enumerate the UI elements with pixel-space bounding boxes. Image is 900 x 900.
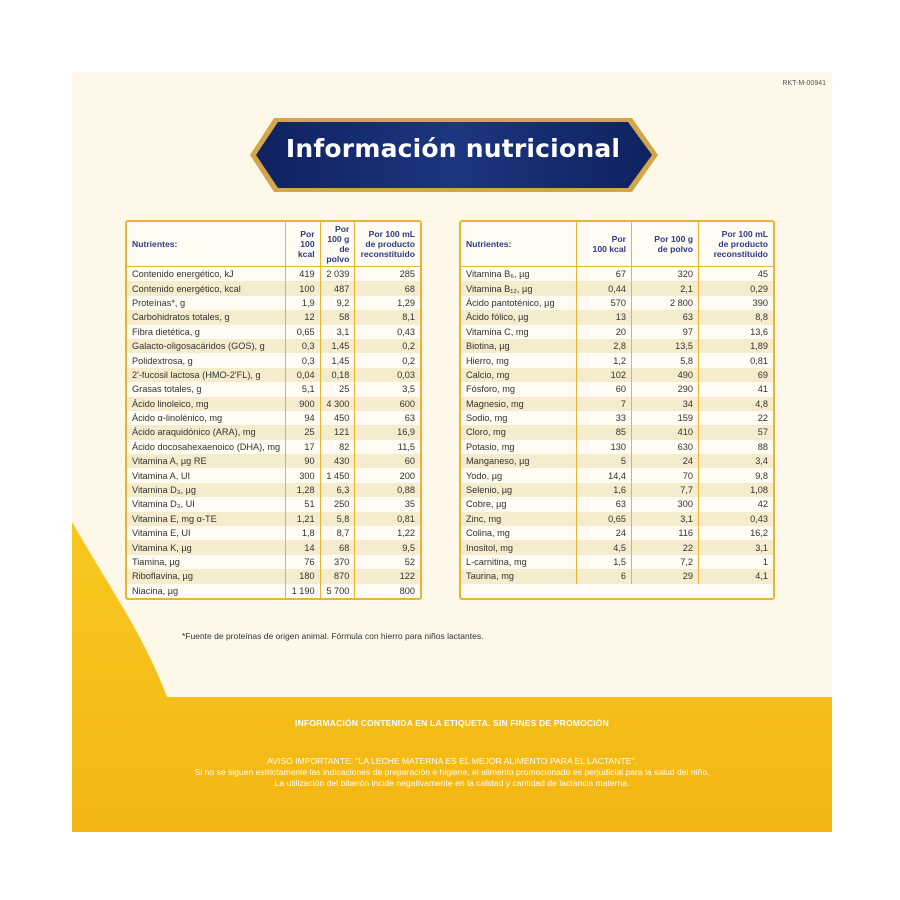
table-row — [461, 425, 773, 439]
value-per-100g: 2 800 — [632, 296, 699, 310]
value-per-100kcal: 63 — [577, 497, 632, 511]
header-nutrients: Nutrientes: — [127, 222, 286, 267]
nutrient-name: Fibra dietética, g — [132, 326, 200, 337]
value-per-100kcal: 13 — [577, 310, 632, 324]
value-per-100ml: 1,08 — [699, 483, 774, 497]
header-per-100ml: Por 100 mL de producto reconstituido — [355, 222, 420, 267]
nutrient-name: Contenido energético, kJ — [132, 269, 234, 280]
table-row — [461, 382, 773, 396]
important-warning — [72, 756, 832, 789]
header-per-100g: Por 100 g de polvo — [320, 222, 355, 267]
value-per-100ml: 9,5 — [355, 540, 420, 554]
value-per-100g: 24 — [632, 454, 699, 468]
table-row — [127, 267, 420, 282]
table-header-row — [461, 222, 773, 267]
value-per-100kcal: 76 — [286, 555, 321, 569]
table-row — [461, 310, 773, 324]
value-per-100g: 490 — [632, 368, 699, 382]
value-per-100ml: 8,1 — [355, 310, 420, 324]
nutrient-name: Polidextrosa, g — [132, 355, 193, 366]
header-per-100kcal: Por 100 kcal — [286, 222, 321, 267]
value-per-100g: 159 — [632, 411, 699, 425]
warning-line: AVISO IMPORTANTE: "LA LECHE MATERNA ES EL MEJOR ALIMENTO PARA EL LACTANTE". — [267, 756, 637, 766]
value-per-100g: 487 — [320, 281, 355, 295]
value-per-100kcal: 67 — [577, 267, 632, 282]
value-per-100g: 7,2 — [632, 555, 699, 569]
value-per-100kcal: 1,5 — [577, 555, 632, 569]
nutrient-name: Ácido linoleico, mg — [127, 397, 286, 411]
table-row — [461, 368, 773, 382]
value-per-100kcal: 7 — [577, 397, 632, 411]
value-per-100kcal: 570 — [577, 296, 632, 310]
value-per-100kcal: 1,9 — [286, 296, 321, 310]
value-per-100kcal: 1,8 — [286, 526, 321, 540]
table-row — [127, 382, 420, 396]
header-nutrients: Nutrientes: — [461, 222, 577, 267]
table-row — [127, 339, 420, 353]
value-per-100ml: 16,2 — [699, 526, 774, 540]
table-row — [127, 440, 420, 454]
nutrient-name: Cobre, µg — [466, 499, 507, 510]
nutrient-name: Hierro, mg — [466, 355, 509, 366]
value-per-100g: 3,1 — [320, 325, 355, 339]
value-per-100ml: 285 — [355, 267, 420, 282]
value-per-100g: 22 — [632, 540, 699, 554]
value-per-100ml: 1,29 — [355, 296, 420, 310]
value-per-100ml: 3,1 — [699, 540, 774, 554]
product-code: RKT-M-00941 — [782, 80, 826, 87]
value-per-100g: 13,5 — [632, 339, 699, 353]
value-per-100g: 1,45 — [320, 353, 355, 367]
value-per-100kcal: 100 — [286, 281, 321, 295]
nutrient-name: Magnesio, mg — [461, 397, 577, 411]
table-row — [461, 526, 773, 540]
nutrition-table — [461, 222, 773, 584]
nutrient-name: Selenio, µg — [461, 483, 577, 497]
value-per-100ml: 0,88 — [355, 483, 420, 497]
value-per-100ml: 600 — [355, 397, 420, 411]
value-per-100kcal: 25 — [286, 425, 321, 439]
info-disclaimer: INFORMACIÓN CONTENIDA EN LA ETIQUETA. SIN FINES DE PROMOCIÓN — [295, 718, 609, 728]
nutrition-table-right — [459, 220, 775, 600]
table-row — [127, 281, 420, 295]
value-per-100kcal: 94 — [286, 411, 321, 425]
value-per-100g: 630 — [632, 440, 699, 454]
value-per-100ml: 9,8 — [699, 468, 774, 482]
value-per-100kcal: 0,3 — [286, 339, 321, 353]
value-per-100g: 430 — [320, 454, 355, 468]
table-row — [127, 497, 420, 511]
value-per-100ml: 1,22 — [355, 526, 420, 540]
value-per-100ml: 1,89 — [699, 339, 774, 353]
nutrient-name: Vitamina D₃, µg — [127, 483, 286, 497]
value-per-100kcal: 130 — [577, 440, 632, 454]
nutrient-name: Vitamina D₃, UI — [132, 499, 195, 510]
value-per-100g: 29 — [632, 569, 699, 583]
table-row — [461, 440, 773, 454]
value-per-100ml: 4,1 — [699, 569, 774, 583]
value-per-100ml: 42 — [699, 497, 774, 511]
nutrient-name: Vitamina B₁₂, µg — [461, 281, 577, 295]
table-row — [127, 540, 420, 554]
value-per-100ml: 0,81 — [355, 512, 420, 526]
value-per-100ml: 13,6 — [699, 325, 774, 339]
value-per-100kcal: 419 — [286, 267, 321, 282]
nutrient-name: Sodio, mg — [466, 413, 508, 424]
table-row — [127, 368, 420, 382]
nutrient-name: Riboflavina, µg — [127, 569, 286, 583]
value-per-100ml: 63 — [355, 411, 420, 425]
nutrient-name: Ácido araquidónico (ARA), mg — [127, 425, 286, 439]
table-row — [461, 281, 773, 295]
value-per-100ml: 35 — [355, 497, 420, 511]
value-per-100g: 5 700 — [320, 584, 355, 598]
nutrient-name: Proteínas*, g — [132, 297, 186, 308]
table-row — [461, 454, 773, 468]
value-per-100g: 320 — [632, 267, 699, 282]
value-per-100ml: 3,5 — [355, 382, 420, 396]
value-per-100ml: 8,8 — [699, 310, 774, 324]
value-per-100kcal: 24 — [577, 526, 632, 540]
value-per-100kcal: 6 — [577, 569, 632, 583]
value-per-100g: 300 — [632, 497, 699, 511]
value-per-100ml: 200 — [355, 468, 420, 482]
value-per-100kcal: 900 — [286, 397, 321, 411]
value-per-100g: 2 039 — [320, 267, 355, 282]
table-row — [127, 296, 420, 310]
nutrient-name: Vitamina A, UI — [132, 470, 191, 481]
value-per-100kcal: 60 — [577, 382, 632, 396]
value-per-100ml: 122 — [355, 569, 420, 583]
table-row — [461, 468, 773, 482]
value-per-100ml: 0,03 — [355, 368, 420, 382]
value-per-100g: 0,18 — [320, 368, 355, 382]
nutrient-name: Calcio, mg — [461, 368, 577, 382]
table-row — [461, 325, 773, 339]
value-per-100g: 68 — [320, 540, 355, 554]
nutrient-name: Colina, mg — [466, 528, 510, 539]
nutrient-name: Tiamina, µg — [132, 557, 180, 567]
table-row — [127, 483, 420, 497]
nutrient-name: Yodo, µg — [466, 470, 503, 481]
value-per-100g: 2,1 — [632, 281, 699, 295]
header-per-100g: Por 100 g de polvo — [632, 222, 699, 267]
value-per-100g: 3,1 — [632, 512, 699, 526]
value-per-100g: 82 — [320, 440, 355, 454]
value-per-100ml: 45 — [699, 267, 774, 282]
value-per-100ml: 69 — [699, 368, 774, 382]
nutrient-name: Carbohidratos totales, g — [127, 310, 286, 324]
table-row — [127, 411, 420, 425]
nutrient-name: Taurina, mg — [461, 569, 577, 583]
table-row — [127, 425, 420, 439]
value-per-100g: 4 300 — [320, 397, 355, 411]
table-row — [127, 310, 420, 324]
nutrient-name: Biotina, µg — [461, 339, 577, 353]
value-per-100kcal: 4,5 — [577, 540, 632, 554]
header-per-100ml: Por 100 mL de producto reconstituido — [699, 222, 774, 267]
nutrient-name: Grasas totales, g — [132, 384, 202, 395]
value-per-100g: 9,2 — [320, 296, 355, 310]
value-per-100g: 5,8 — [632, 353, 699, 367]
value-per-100g: 250 — [320, 497, 355, 511]
value-per-100g: 121 — [320, 425, 355, 439]
value-per-100g: 6,3 — [320, 483, 355, 497]
value-per-100kcal: 33 — [577, 411, 632, 425]
value-per-100kcal: 0,3 — [286, 353, 321, 367]
value-per-100kcal: 14,4 — [577, 468, 632, 482]
value-per-100g: 70 — [632, 468, 699, 482]
table-row — [127, 325, 420, 339]
value-per-100ml: 800 — [355, 584, 420, 598]
value-per-100kcal: 0,04 — [286, 368, 321, 382]
value-per-100g: 450 — [320, 411, 355, 425]
value-per-100g: 58 — [320, 310, 355, 324]
value-per-100kcal: 180 — [286, 569, 321, 583]
nutrient-name: Vitamina C, mg — [466, 326, 529, 337]
footnote: *Fuente de proteínas de origen animal. Fórmula con hierro para niños lactantes. — [182, 631, 484, 641]
value-per-100ml: 0,2 — [355, 339, 420, 353]
value-per-100kcal: 1,6 — [577, 483, 632, 497]
nutrient-name: L-carnitina, mg — [466, 557, 527, 567]
value-per-100kcal: 51 — [286, 497, 321, 511]
value-per-100ml: 57 — [699, 425, 774, 439]
value-per-100ml: 41 — [699, 382, 774, 396]
value-per-100g: 5,8 — [320, 512, 355, 526]
warning-line: Si no se siguen estrictamente las indicaciones de preparación e higiene, el alimento promocionado es perjudicial para la salud del niño. — [194, 767, 710, 777]
nutrient-name: Vitamina E, mg α-TE — [127, 512, 286, 526]
value-per-100g: 410 — [632, 425, 699, 439]
value-per-100g: 370 — [320, 555, 355, 569]
nutrient-name: Ácido docosahexaenoico (DHA), mg — [132, 441, 281, 452]
table-row — [127, 468, 420, 482]
table-row — [461, 512, 773, 526]
table-row — [461, 497, 773, 511]
table-row — [461, 569, 773, 583]
value-per-100kcal: 1 190 — [286, 584, 321, 598]
value-per-100kcal: 5 — [577, 454, 632, 468]
table-row — [461, 555, 773, 569]
value-per-100kcal: 102 — [577, 368, 632, 382]
value-per-100kcal: 1,21 — [286, 512, 321, 526]
nutrient-name: Cloro, mg — [461, 425, 577, 439]
value-per-100ml: 0,29 — [699, 281, 774, 295]
table-row — [127, 454, 420, 468]
value-per-100g: 97 — [632, 325, 699, 339]
table-row — [127, 397, 420, 411]
value-per-100g: 1 450 — [320, 468, 355, 482]
nutrient-name: Potasio, mg — [466, 441, 515, 452]
value-per-100g: 34 — [632, 397, 699, 411]
table-row — [461, 483, 773, 497]
table-row — [461, 540, 773, 554]
value-per-100kcal: 1,28 — [286, 483, 321, 497]
table-row — [127, 526, 420, 540]
value-per-100ml: 68 — [355, 281, 420, 295]
value-per-100g: 116 — [632, 526, 699, 540]
value-per-100ml: 22 — [699, 411, 774, 425]
value-per-100kcal: 0,65 — [286, 325, 321, 339]
nutrient-name: Vitamina B₆, µg — [466, 269, 530, 280]
value-per-100kcal: 17 — [286, 440, 321, 454]
value-per-100ml: 16,9 — [355, 425, 420, 439]
value-per-100ml: 0,43 — [699, 512, 774, 526]
table-row — [127, 584, 420, 598]
table-row — [461, 267, 773, 282]
table-row — [461, 397, 773, 411]
table-row — [127, 569, 420, 583]
value-per-100g: 25 — [320, 382, 355, 396]
value-per-100g: 8,7 — [320, 526, 355, 540]
table-row — [461, 296, 773, 310]
nutrient-name: 2'-fucosil lactosa (HMO-2'FL), g — [127, 368, 286, 382]
value-per-100g: 870 — [320, 569, 355, 583]
nutrient-name: Vitamina K, µg — [127, 540, 286, 554]
value-per-100kcal: 5,1 — [286, 382, 321, 396]
value-per-100g: 7,7 — [632, 483, 699, 497]
table-row — [461, 339, 773, 353]
value-per-100kcal: 0,65 — [577, 512, 632, 526]
label-panel — [72, 72, 832, 832]
nutrient-name: Contenido energético, kcal — [127, 281, 286, 295]
value-per-100ml: 11,5 — [355, 440, 420, 454]
page-title: Información nutricional — [285, 134, 621, 163]
value-per-100kcal: 12 — [286, 310, 321, 324]
value-per-100kcal: 14 — [286, 540, 321, 554]
nutrient-name: Ácido pantoténico, µg — [466, 297, 555, 308]
nutrient-name: Vitamina A, µg RE — [127, 454, 286, 468]
value-per-100ml: 4,8 — [699, 397, 774, 411]
header-per-100kcal: Por 100 kcal — [577, 222, 632, 267]
table-row — [127, 512, 420, 526]
value-per-100ml: 0,81 — [699, 353, 774, 367]
value-per-100ml: 60 — [355, 454, 420, 468]
value-per-100ml: 52 — [355, 555, 420, 569]
value-per-100g: 290 — [632, 382, 699, 396]
table-row — [461, 411, 773, 425]
value-per-100ml: 3,4 — [699, 454, 774, 468]
table-row — [127, 555, 420, 569]
table-row — [127, 353, 420, 367]
value-per-100ml: 390 — [699, 296, 774, 310]
nutrient-name: Manganeso, µg — [461, 454, 577, 468]
nutrient-name: Niacina, µg — [132, 585, 179, 596]
warning-line: La utilización del biberón incide negativamente en la calidad y cantidad de lactancia materna. — [274, 778, 630, 788]
nutrient-name: Zinc, mg — [461, 512, 577, 526]
nutrient-name: Vitamina E, UI — [132, 528, 191, 539]
nutrient-name: Galacto-oligosacáridos (GOS), g — [127, 339, 286, 353]
value-per-100ml: 0,2 — [355, 353, 420, 367]
table-header-row — [127, 222, 420, 267]
nutrient-name: Inositol, mg — [461, 540, 577, 554]
value-per-100kcal: 300 — [286, 468, 321, 482]
nutrient-name: Fósforo, mg — [466, 384, 516, 395]
value-per-100kcal: 2,8 — [577, 339, 632, 353]
table-row — [461, 353, 773, 367]
nutrition-table-left — [125, 220, 422, 600]
value-per-100kcal: 0,44 — [577, 281, 632, 295]
value-per-100g: 1,45 — [320, 339, 355, 353]
value-per-100ml: 0,43 — [355, 325, 420, 339]
value-per-100ml: 1 — [699, 555, 774, 569]
value-per-100kcal: 85 — [577, 425, 632, 439]
value-per-100ml: 88 — [699, 440, 774, 454]
value-per-100kcal: 20 — [577, 325, 632, 339]
value-per-100g: 63 — [632, 310, 699, 324]
value-per-100kcal: 90 — [286, 454, 321, 468]
value-per-100kcal: 1,2 — [577, 353, 632, 367]
nutrient-name: Ácido fólico, µg — [461, 310, 577, 324]
nutrition-table — [127, 222, 420, 598]
nutrient-name: Ácido α-linolénico, mg — [132, 413, 223, 424]
